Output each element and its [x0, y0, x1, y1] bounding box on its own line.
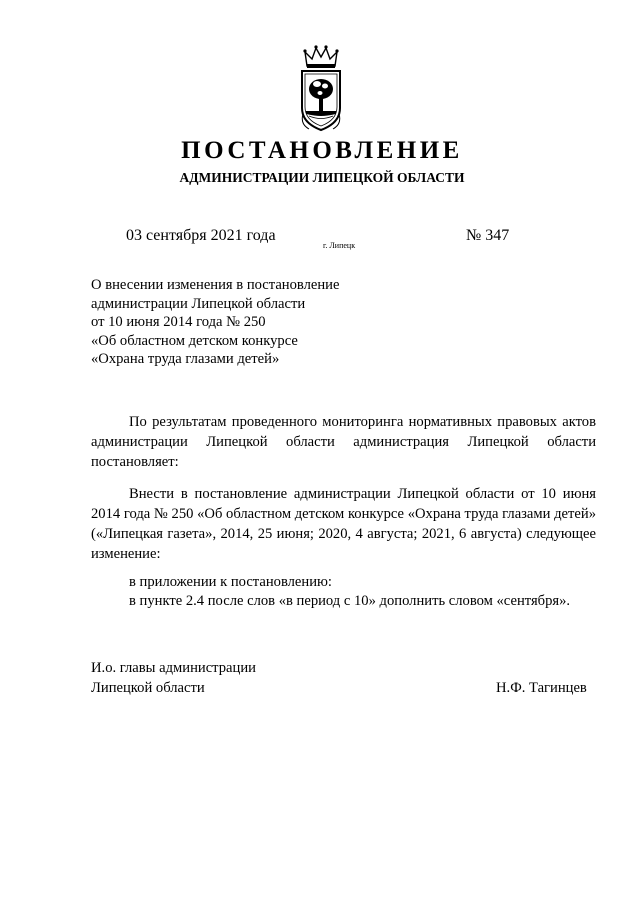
subject-line: «Об областном детском конкурсе	[91, 332, 298, 349]
signer-position-line: И.о. главы администрации	[91, 660, 256, 676]
signer-name: Н.Ф. Тагинцев	[496, 680, 587, 696]
document-date: 03 сентября 2021 года	[126, 227, 276, 244]
subject-line: администрации Липецкой области	[91, 295, 306, 312]
document-title: ПОСТАНОВЛЕНИЕ	[181, 137, 463, 164]
body-paragraph-resolution: Внести в постановление администрации Липецкой области от 10 июня 2014 года № 250 «Об областном детском конкурсе «Охрана труда глазами детей» («Липецкая газета», 2014, 25 июня; 2020, 4 августа; 2021, 6 августа) следующее изменение:	[91, 486, 596, 562]
amendment-block	[129, 573, 609, 611]
subject-line: «Охрана труда глазами детей»	[91, 351, 280, 367]
document-place: г. Липецк	[323, 241, 356, 250]
subject-line: О внесении изменения в постановление	[91, 277, 340, 293]
body-paragraph-preamble: По результатам проведенного мониторинга нормативных правовых актов администрации Липецкой области администрация Липецкой области постановляет:	[91, 414, 596, 470]
subject-line: от 10 июня 2014 года № 250	[91, 314, 266, 330]
amendment-line: в пункте 2.4 после слов «в период с 10» дополнить словом «сентября».	[129, 593, 571, 609]
document-subtitle: АДМИНИСТРАЦИИ ЛИПЕЦКОЙ ОБЛАСТИ	[179, 170, 465, 185]
signer-position	[91, 658, 256, 698]
coat-of-arms-icon	[297, 44, 345, 132]
amendment-line: в приложении к постановлению:	[129, 574, 332, 590]
document-subject	[91, 276, 391, 369]
signer-position-line: Липецкой области	[91, 680, 205, 696]
document-number: № 347	[466, 227, 510, 244]
